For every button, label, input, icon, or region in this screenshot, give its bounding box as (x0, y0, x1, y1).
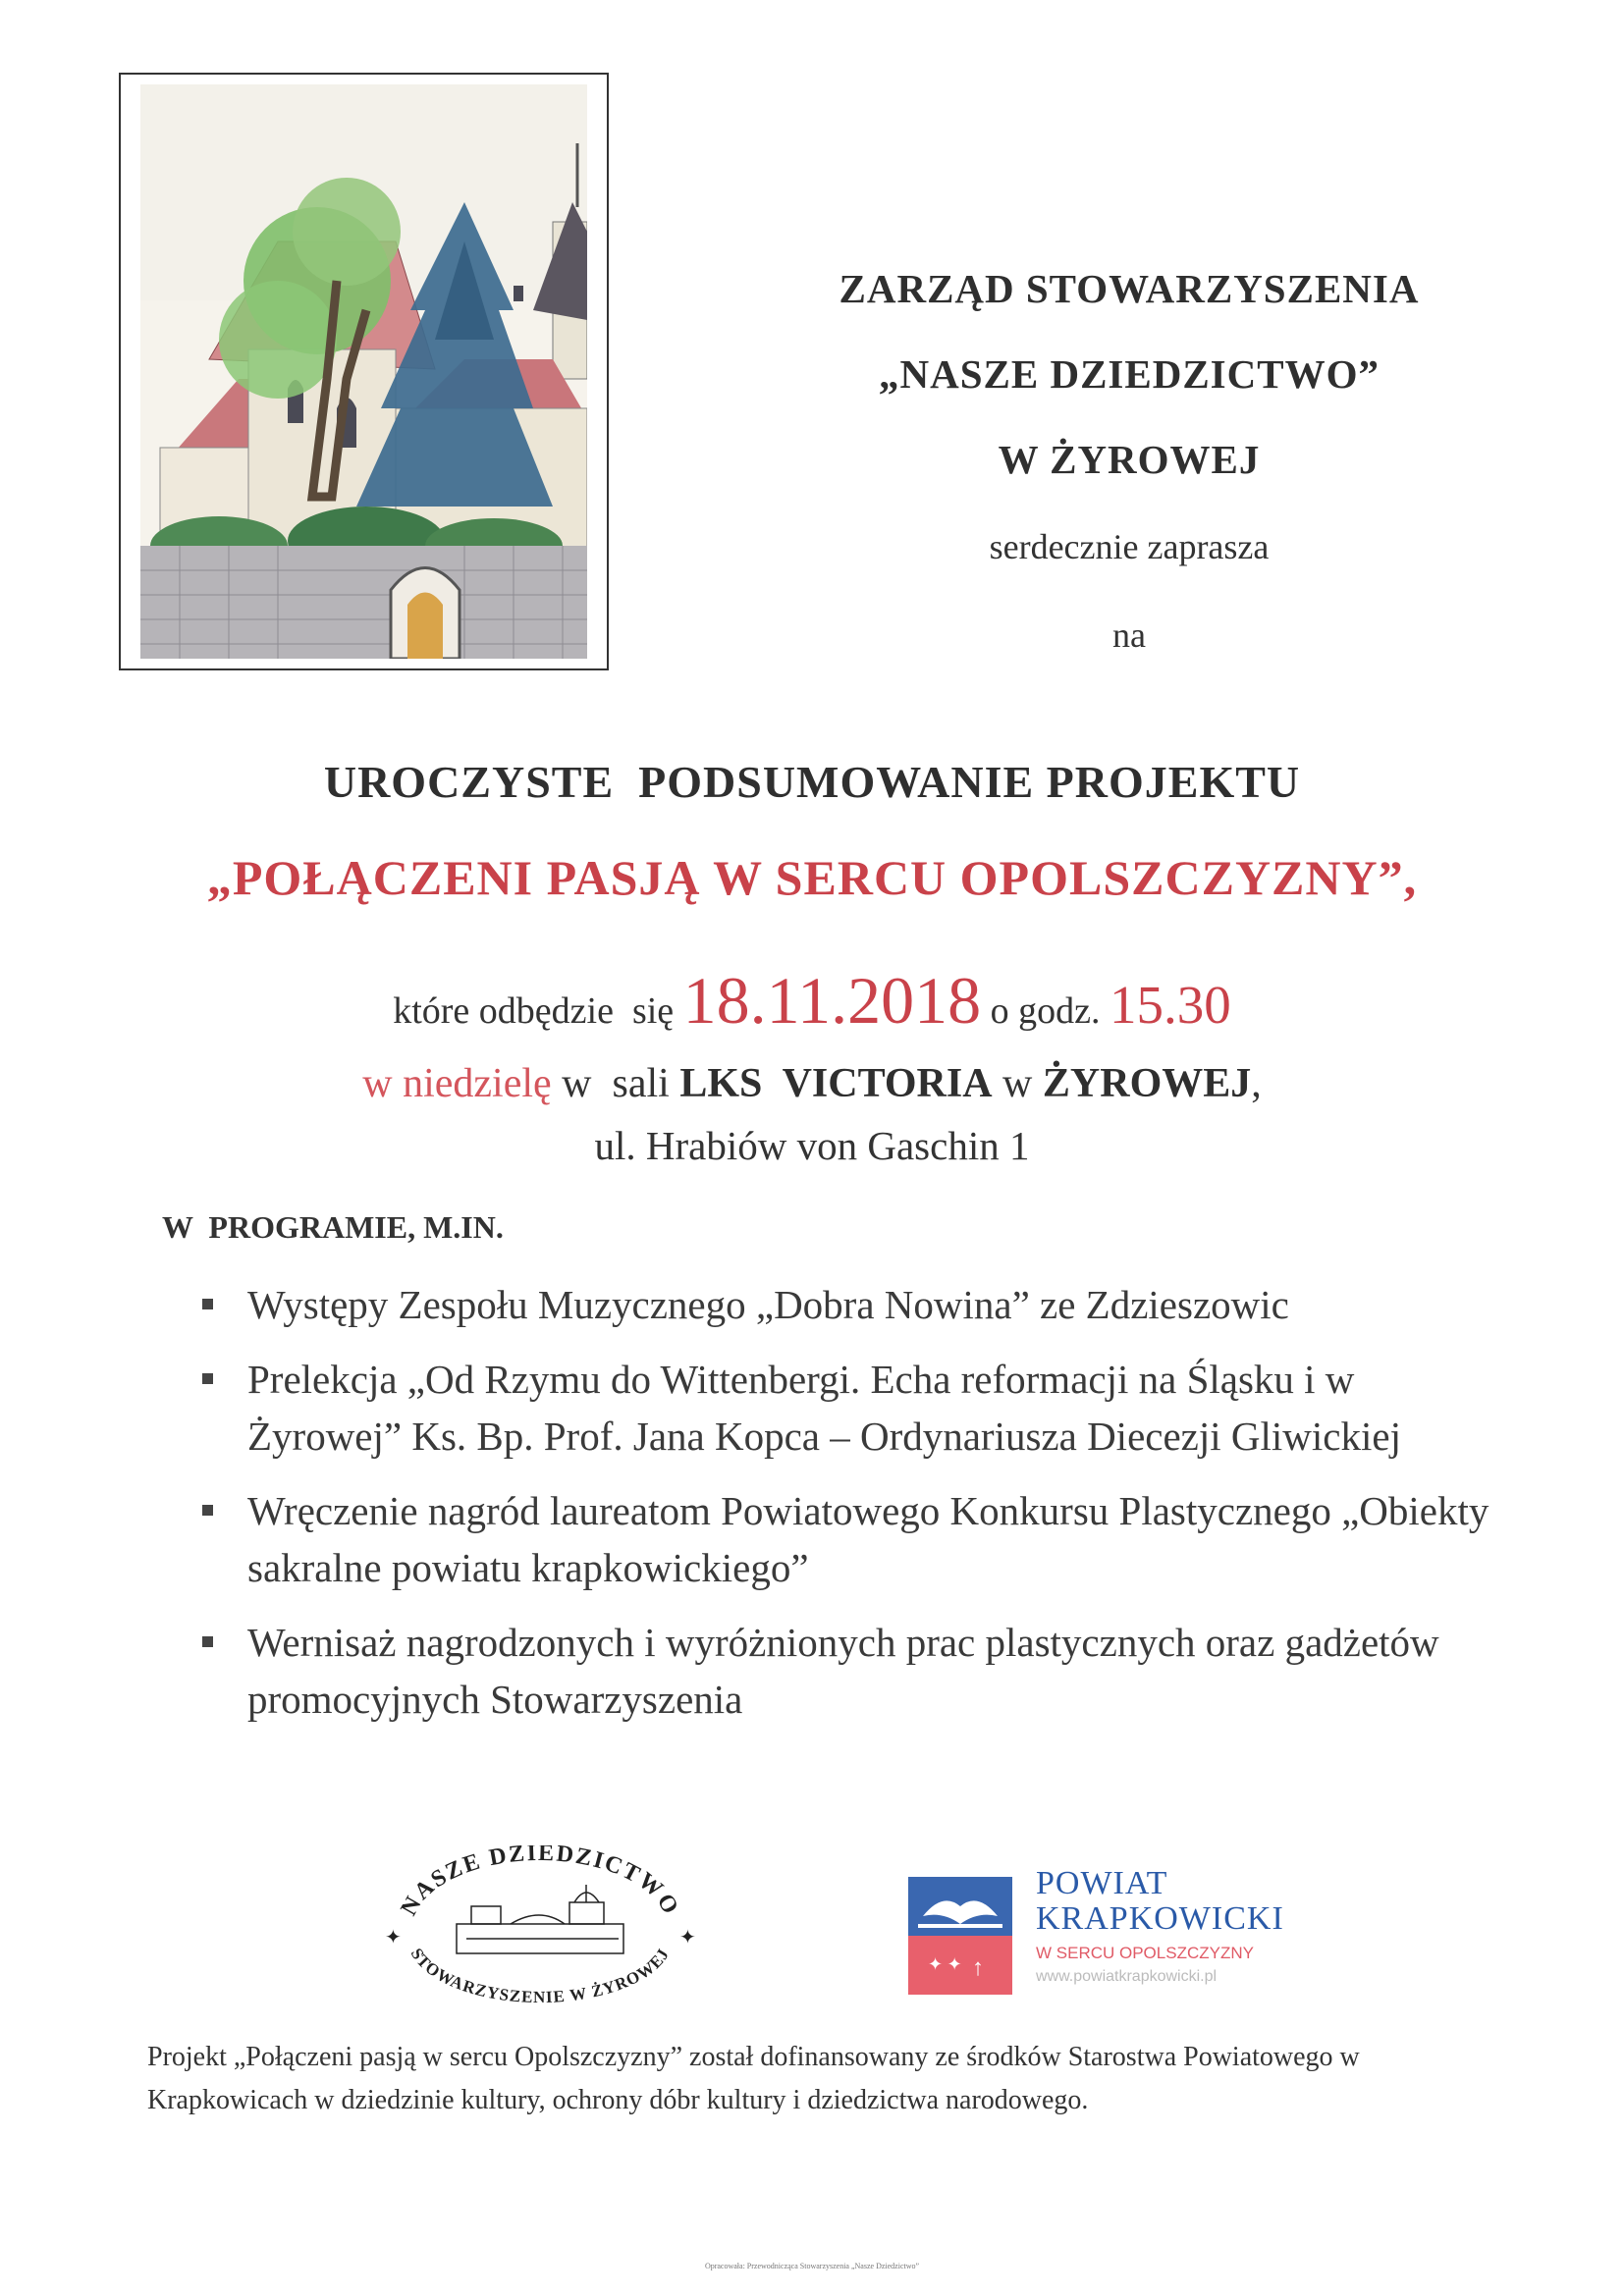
invitation-text: serdecznie zaprasza (989, 527, 1270, 566)
program-item-text: Występy Zespołu Muzycznego „Dobra Nowina” ze Zdzieszowic (247, 1282, 1289, 1327)
svg-text:↑: ↑ (972, 1955, 984, 1981)
program-list (196, 1276, 1532, 1745)
organization-name-line1: ZARZĄD STOWARZYSZENIA (839, 266, 1420, 311)
event-title: UROCZYSTE PODSUMOWANIE PROJEKTU (323, 757, 1301, 807)
nasze-dziedzictwo-logo (373, 1845, 707, 2002)
funding-note: Projekt „Połączeni pasją w sercu Opolszczyzny” został dofinansowany ze środków Starostwa Powiatowego w Krapkowicach w dziedzinie kultury, ochrony dóbr kultury i dziedzictwa narodowego. (147, 2042, 1360, 2115)
project-name: „POŁĄCZENI PASJĄ W SERCU OPOLSZCZYZNY”, (206, 850, 1418, 905)
venue-name: LKS VICTORIA (679, 1061, 993, 1106)
organization-name-line3: W ŻYROWEJ (998, 437, 1261, 482)
bullet-square-icon (202, 1505, 213, 1516)
bullet-square-icon (202, 1636, 213, 1647)
powiat-name-line1: POWIAT (1036, 1865, 1168, 1901)
logo-bottom-text: STOWARZYSZENIE W ŻYROWEJ (406, 1945, 674, 2002)
star-right-icon: ✦ (679, 1927, 696, 1949)
venue-place: ŻYROWEJ (1042, 1061, 1252, 1106)
bullet-square-icon (202, 1373, 213, 1384)
program-item-text: Wręczenie nagród laureatom Powiatowego Konkursu Plastycznego „Obiekty sakralne powiatu krapkowickiego” (247, 1488, 1489, 1590)
powiat-coat-of-arms-icon (908, 1877, 1012, 1995)
program-item (196, 1276, 1532, 1333)
day-venue-line (147, 1060, 1477, 1107)
date-prefix: które odbędzie się (393, 990, 675, 1032)
logo-top-text: NASZE DZIEDZICTWO (396, 1845, 684, 1920)
program-item (196, 1482, 1532, 1596)
svg-text:✦ ✦: ✦ ✦ (928, 1954, 962, 1974)
author-credit: Opracowała: Przewodnicząca Stowarzyszenia „Nasze Dziedzictwo” (704, 2262, 920, 2270)
church-painting-frame (119, 73, 609, 670)
venue-mid: w (1002, 1061, 1033, 1106)
castle-icon (457, 1885, 623, 1953)
time-prefix: o godz. (990, 990, 1101, 1032)
church-painting (140, 84, 587, 659)
venue-prefix: w sali (562, 1061, 670, 1106)
event-day: w niedzielę (362, 1061, 552, 1106)
powiat-tagline: W SERCU OPOLSZCZYZNY (1036, 1944, 1254, 1962)
star-left-icon: ✦ (385, 1927, 402, 1949)
invitation-na: na (1112, 615, 1146, 655)
venue-address: ul. Hrabiów von Gaschin 1 (594, 1123, 1030, 1168)
program-item (196, 1351, 1532, 1465)
powiat-name-line2: KRAPKOWICKI (1036, 1900, 1284, 1937)
powiat-url: www.powiatkrapkowicki.pl (1036, 1968, 1218, 1985)
bullet-square-icon (202, 1299, 213, 1309)
date-line (147, 962, 1477, 1040)
svg-text:NASZE DZIEDZICTWO (396, 1845, 683, 1920)
organization-name-line2: „NASZE DZIEDZICTWO” (879, 351, 1380, 397)
program-item-text: Wernisaż nagrodzonych i wyróżnionych prac plastycznych oraz gadżetów promocyjnych Stowarzyszenia (247, 1620, 1439, 1722)
program-item-text: Prelekcja „Od Rzymu do Wittenbergi. Echa reformacji na Śląsku i w Żyrowej” Ks. Bp. Prof. Jana Kopca – Ordynariusza Diecezji Gliwickiej (247, 1357, 1401, 1459)
venue-suffix: , (1251, 1061, 1262, 1106)
event-time: 15.30 (1110, 975, 1231, 1035)
program-heading: W PROGRAMIE, M.IN. (162, 1209, 504, 1245)
event-date: 18.11.2018 (682, 963, 982, 1038)
program-item (196, 1614, 1532, 1728)
